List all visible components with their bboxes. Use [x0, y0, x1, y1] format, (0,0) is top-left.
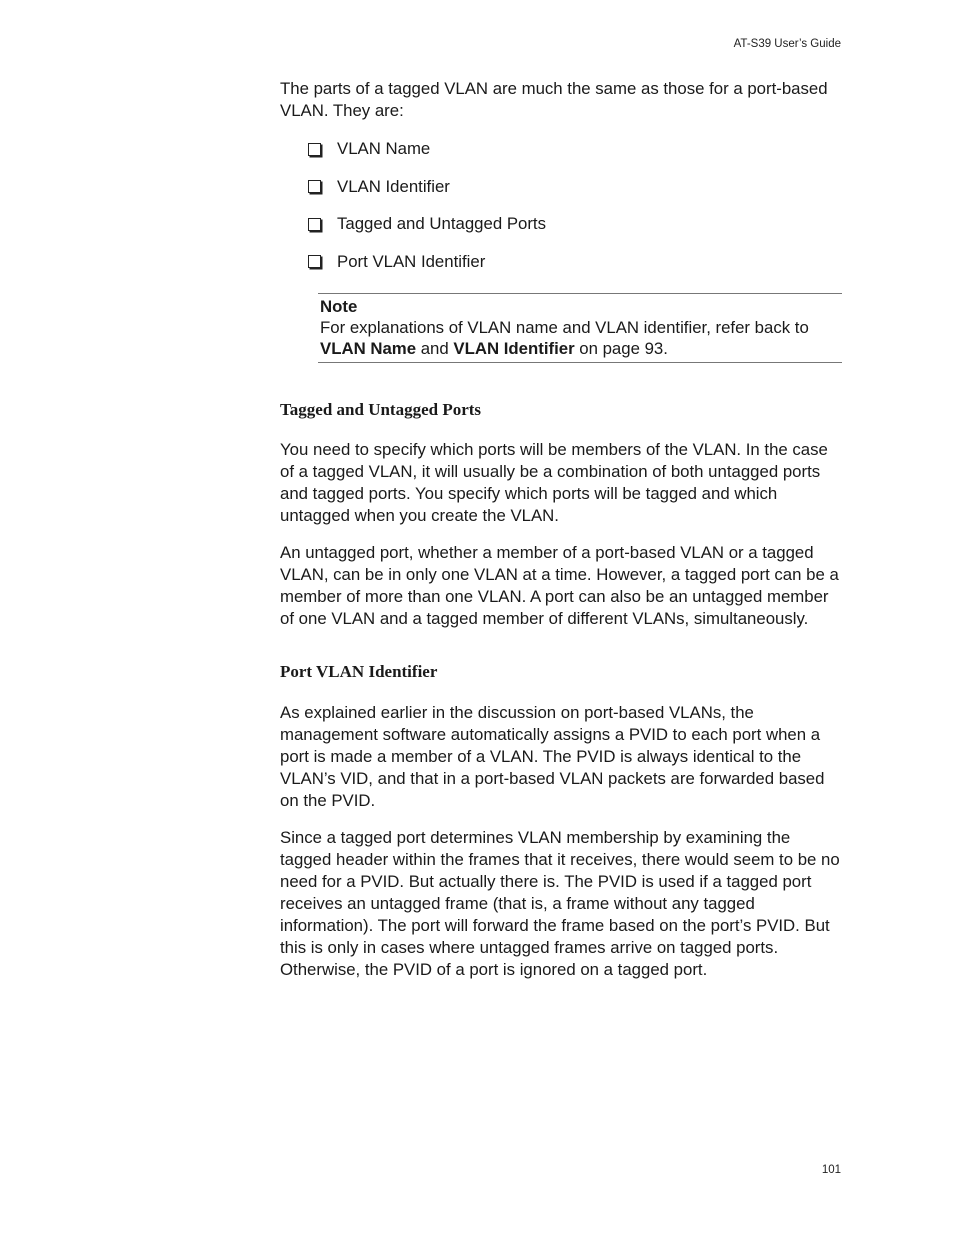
section-heading-port-vlan-identifier: Port VLAN Identifier [280, 661, 438, 681]
checkbox-bullet-icon [308, 255, 321, 268]
note-ref-vlan-name: VLAN Name [320, 338, 417, 358]
note-text-before: For explanations of VLAN name and VLAN identifier, refer back to [320, 317, 809, 337]
list-item [308, 251, 842, 273]
list-item-label: VLAN Name [337, 139, 431, 158]
note-title: Note [320, 296, 358, 316]
note-text-after: on page 93. [574, 338, 668, 358]
intro-paragraph: The parts of a tagged VLAN are much the same as those for a port-based VLAN. They are: [280, 79, 828, 120]
list-item-label: VLAN Identifier [337, 176, 450, 196]
list-item [308, 213, 842, 235]
checkbox-bullet-icon [308, 180, 321, 193]
running-header: AT-S39 User’s Guide [733, 38, 841, 50]
paragraph: You need to specify which ports will be members of the VLAN. In the case of a tagged VLAN, it will usually be a combination of both untagged ports and tagged ports. You specify which ports will be tagged and which untagged when you create the VLAN. [280, 439, 828, 525]
note-text-mid: and [416, 338, 454, 358]
page-content [280, 78, 842, 996]
note-ref-vlan-identifier: VLAN Identifier [453, 338, 575, 358]
paragraph: Since a tagged port determines VLAN membership by examining the tagged header within the frames that it receives, there would seem to be no need for a PVID. But actually there is. The PVID is used if a tagged port receives an untagged frame (that is, a frame without any tagged information). The port will forward the frame based on the port’s PVID. But this is only in cases where untagged frames arrive on tagged ports. Otherwise, the PVID of a port is ignored on a tagged port. [280, 827, 840, 979]
paragraph: An untagged port, whether a member of a port-based VLAN or a tagged VLAN, can be in only one VLAN at a time. However, a tagged port can be a member of more than one VLAN. A port can also be an untagged member of one VLAN and a tagged member of different VLANs, simultaneously. [280, 542, 839, 628]
paragraph: As explained earlier in the discussion on port-based VLANs, the management software automatically assigns a PVID to each port when a port is made a member of a VLAN. The PVID is always identical to the VLAN’s VID, and that in a port-based VLAN packets are forwarded based on the PVID. [280, 702, 825, 810]
note-text [320, 317, 842, 359]
page-number: 101 [821, 1164, 841, 1176]
list-item-label: Tagged and Untagged Ports [337, 214, 546, 233]
list-item-label: Port VLAN Identifier [337, 251, 486, 271]
list-item [308, 138, 842, 160]
note-box [318, 293, 842, 363]
section-heading-tagged-untagged-ports: Tagged and Untagged Ports [280, 399, 482, 419]
checkbox-bullet-icon [308, 143, 321, 156]
list-item [308, 176, 842, 198]
checkbox-bullet-icon [308, 218, 321, 231]
parts-list [280, 138, 842, 273]
